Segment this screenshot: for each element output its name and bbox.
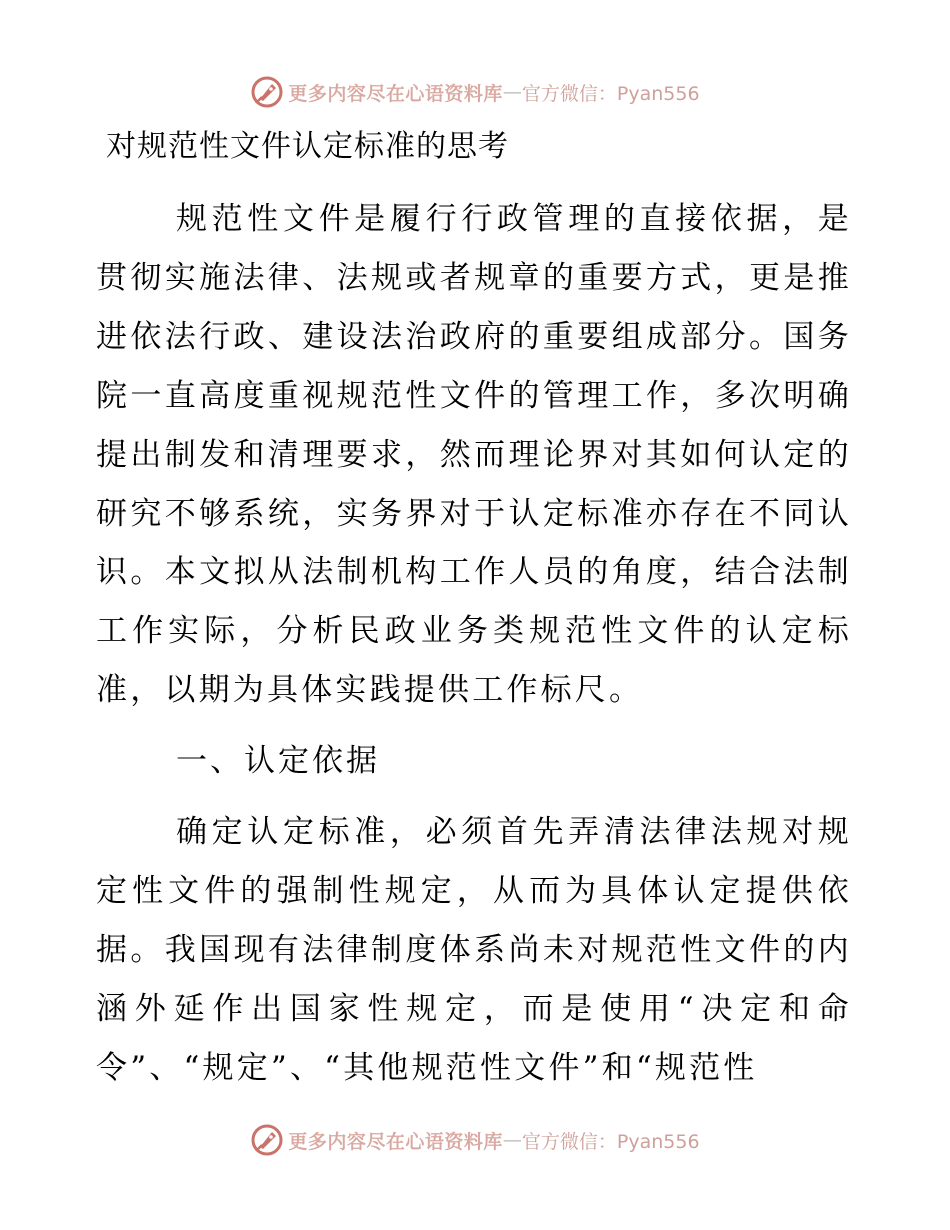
header-watermark [0, 70, 950, 114]
pen-nib-logo-icon [250, 75, 284, 109]
watermark-separator: — [502, 1129, 522, 1151]
footer-watermark [0, 1118, 950, 1162]
watermark-text: 更多内容尽在心语资料库 [288, 1130, 503, 1153]
body-paragraph-2: 确定认定标准，必须首先弄清法律法规对规定性文件的强制性规定，从而为具体认定提供依据。我国现有法律制度体系尚未对规范性文件的内涵外延作出国家性规定，而是使用“决定和命令”、“规定”、“其他规范性文件”和“规范性 [96, 814, 852, 1086]
watermark-contact: 官方微信：Pyan556 [521, 1130, 700, 1153]
section-heading-1: 一、认定依据 [176, 743, 380, 779]
watermark-text: 更多内容尽在心语资料库 [288, 82, 503, 105]
watermark-contact: 官方微信：Pyan556 [521, 82, 700, 105]
watermark-separator: — [502, 81, 522, 103]
pen-nib-logo-icon [250, 1123, 284, 1157]
document-title: 对规范性文件认定标准的思考 [106, 129, 509, 164]
body-paragraph-1: 规范性文件是履行行政管理的直接依据，是贯彻实施法律、法规或者规章的重要方式，更是推进依法行政、建设法治政府的重要组成部分。国务院一直高度重视规范性文件的管理工作，多次明确提出制发和清理要求，然而理论界对其如何认定的研究不够系统，实务界对于认定标准亦存在不同认识。本文拟从法制机构工作人员的角度，结合法制工作实际，分析民政业务类规范性文件的认定标准，以期为具体实践提供工作标尺。 [96, 201, 852, 709]
